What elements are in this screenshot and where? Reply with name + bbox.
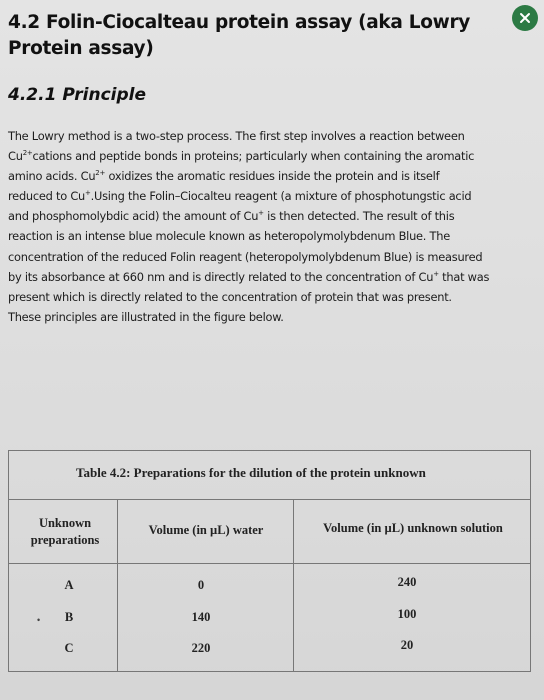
paragraph-line: present which is directly related to the concentration of protein that was present. (8, 289, 452, 304)
paragraph-line: reaction is an intense blue molecule known as heteropolymolybdenum Blue. The (8, 229, 450, 244)
section-title-line1: 4.2 Folin-Ciocalteau protein assay (aka Lowry (8, 12, 471, 33)
table-cell-prep: B (64, 610, 74, 624)
table-divider (9, 563, 530, 564)
table-cell-water: 140 (191, 610, 211, 624)
close-icon (519, 12, 531, 24)
header-volume-water: Volume (in µL) water (148, 523, 264, 537)
table-cell-water: 220 (191, 641, 211, 655)
paragraph-line: These principles are illustrated in the figure below. (8, 309, 284, 324)
table-cell-unknown: 240 (397, 575, 417, 589)
dilution-table (8, 450, 531, 672)
paragraph-line: amino acids. $Cu^{2+}$ oxidizes the aromatic residues inside the protein and is itself (8, 169, 440, 184)
close-button[interactable] (512, 5, 538, 31)
section-title-line2: Protein assay) (8, 38, 154, 59)
paragraph-line: by its absorbance at 660 nm and is directly related to the concentration of Cu+ that was (8, 269, 490, 284)
paragraph-line: concentration of the reduced Folin reagent (heteropolymolybdenum Blue) is measured (8, 249, 483, 264)
paragraph-line: $Cu^{2+}cations$ and peptide bonds in proteins; particularly when containing the aromatic (8, 149, 475, 164)
table-cell-unknown: 100 (397, 607, 417, 621)
subsection-title: 4.2.1 Principle (8, 85, 147, 105)
header-volume-unknown: Volume (in µL) unknown solution (323, 521, 503, 535)
table-divider (9, 499, 530, 500)
table-cell-prep: C (64, 641, 74, 655)
paragraph-line: The Lowry method is a two-step process. The first step involves a reaction between (8, 129, 465, 143)
table-caption: Table 4.2: Preparations for the dilution of the protein unknown (76, 465, 426, 480)
principle-paragraph (8, 126, 538, 327)
table-cell-prep: A (64, 578, 74, 592)
section-title (8, 10, 508, 62)
table-cell-unknown: 20 (400, 638, 414, 652)
paragraph-line: and phosphomolybdic acid) the amount of Cu+ is then detected. The result of this (8, 209, 455, 224)
header-unknown-preparations: Unknown preparations (30, 516, 100, 547)
paragraph-line: reduced to Cu+.Using the Folin–Ciocalteu reagent (a mixture of phosphotungstic acid (8, 189, 472, 204)
bullet-dot: • (37, 615, 41, 625)
table-cell-water: 0 (197, 578, 205, 592)
table-divider (117, 499, 118, 672)
table-divider (293, 499, 294, 672)
